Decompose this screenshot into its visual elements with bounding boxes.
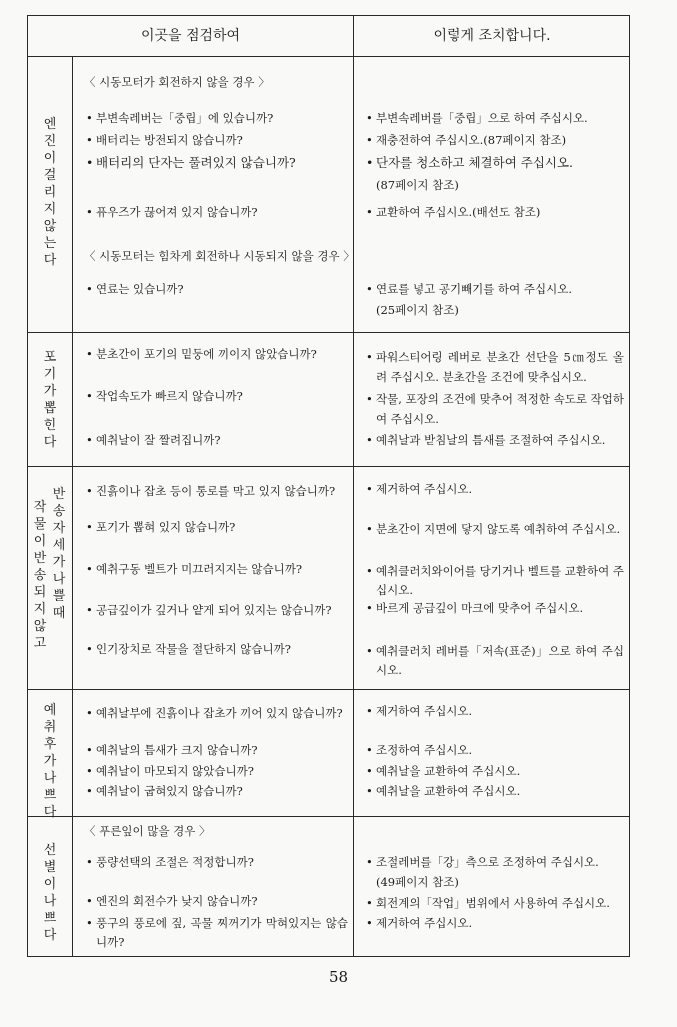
condition-starter-turning: 〈 시동모터는 힘차게 회전하나 시동되지 않을 경우 〉 <box>84 249 355 263</box>
action-item: • 예취날을 교환하여 주십시오. <box>366 764 521 778</box>
header-check: 이곳을 점검하여 <box>140 28 241 44</box>
condition-many-green-leaves: 〈 푸른잎이 많을 경우 〉 <box>84 824 211 838</box>
check-item: • 분초간이 포기의 밑둥에 끼이지 않았습니까? <box>86 347 317 361</box>
symptom-engine-no-start: 엔진이 걸리지 않는다 <box>43 117 57 268</box>
action-item: • 작물, 포장의 조건에 맞추어 적정한 속도로 작업하여 주십시오. <box>366 392 624 426</box>
symptom-column-divider <box>72 56 73 956</box>
header-divider <box>28 56 629 57</box>
check-item: • 공급깊이가 깊거나 얕게 되어 있지는 않습니까? <box>86 603 332 617</box>
action-item: • 연료를 넣고 공기빼기를 하여 주십시오. <box>366 282 573 296</box>
action-item: • 제거하여 주십시오. <box>366 704 473 718</box>
action-item-ref: (49페이지 참조) <box>376 875 459 889</box>
action-item: • 파워스티어링 레버로 분초간 선단을 5㎝정도 올려 주십시오. 분초간을 조건에 맞추십시오. <box>366 350 624 384</box>
action-item: • 예취클러치 레버를「저속(표준)」으로 하여 주십시오. <box>366 644 624 677</box>
troubleshooting-table <box>27 15 630 957</box>
check-item: • 배터리는 방전되지 않습니까? <box>86 133 243 147</box>
check-item: • 엔진의 회전수가 낮지 않습니까? <box>86 894 258 908</box>
header-action: 이렇게 조치합니다. <box>433 28 551 44</box>
symptom-poor-after-reaping: 예취후가 나쁘다 <box>43 703 57 820</box>
symptom-plants-pulled: 포기가 뽑힌다 <box>43 350 57 450</box>
action-item: • 교환하여 주십시오.(배선도 참조) <box>366 205 541 219</box>
row-divider <box>28 816 629 817</box>
row-divider <box>28 466 629 467</box>
action-item: • 제거하여 주십시오. <box>366 482 473 496</box>
symptom-poor-conveying-posture: 반송자세가 나쁠때 <box>52 487 66 621</box>
symptom-poor-sorting: 선별이 나쁘다 <box>43 843 57 943</box>
action-item: • 조절레버를「강」측으로 조정하여 주십시오. <box>366 855 599 869</box>
action-item: • 재충전하여 주십시오.(87페이지 참조) <box>366 133 567 147</box>
check-item: • 예취날의 틈새가 크지 않습니까? <box>86 743 258 757</box>
check-item: • 예취구동 벨트가 미끄러지지는 않습니까? <box>86 562 302 576</box>
action-item: • 예취날을 교환하여 주십시오. <box>366 784 521 798</box>
column-divider <box>353 16 354 956</box>
action-item: • 부변속레버를「중립」으로 하여 주십시오. <box>366 111 588 125</box>
check-item: • 진흙이나 잡초 등이 통로를 막고 있지 않습니까? <box>86 484 336 498</box>
page-number: 58 <box>328 968 349 986</box>
action-item-ref: (25페이지 참조) <box>376 303 459 317</box>
check-item: • 부변속레버는「중립」에 있습니까? <box>86 111 274 125</box>
check-item: • 작업속도가 빠르지 않습니까? <box>86 389 243 403</box>
action-item-ref: (87페이지 참조) <box>376 178 459 192</box>
row-divider <box>28 689 629 690</box>
check-item: • 풍량선택의 조절은 적정합니까? <box>86 855 254 869</box>
check-item: • 포기가 뽑혀 있지 않습니까? <box>86 520 236 534</box>
check-item: • 연료는 있습니까? <box>86 282 184 296</box>
check-item: • 풍구의 풍로에 짚, 곡물 찌꺼기가 막혀있지는 않습니까? <box>86 916 348 949</box>
action-item: • 조정하여 주십시오. <box>366 743 473 757</box>
check-item: • 퓨우즈가 끊어져 있지 않습니까? <box>86 205 258 219</box>
action-item: • 분초간이 지면에 닿지 않도록 예취하여 주십시오. <box>366 522 621 536</box>
condition-starter-not-turning: 〈 시동모터가 회전하지 않을 경우 〉 <box>84 75 270 89</box>
check-item: • 예취날부에 진흙이나 잡초가 끼어 있지 않습니까? <box>86 706 343 720</box>
row-divider <box>28 332 629 333</box>
check-item: • 예취날이 굽혀있지 않습니까? <box>86 784 243 798</box>
action-item: • 회전계의「작업」범위에서 사용하여 주십시오. <box>366 896 610 910</box>
action-item: • 바르게 공급깊이 마크에 맞추어 주십시오. <box>366 601 584 615</box>
check-item: • 인기장치로 작물을 절단하지 않습니까? <box>86 642 291 656</box>
symptom-crop-not-conveyed: 작물이 반송되지 않고 <box>33 500 47 651</box>
check-item: • 예취날이 잘 짤려집니까? <box>86 433 221 447</box>
action-item: • 예취날과 받침날의 틈새를 조절하여 주십시오. <box>366 433 606 447</box>
check-item: • 배터리의 단자는 풀려있지 않습니까? <box>86 155 296 170</box>
check-item: • 예취날이 마모되지 않았습니까? <box>86 764 254 778</box>
action-item: • 단자를 청소하고 체결하여 주십시오. <box>366 155 574 170</box>
action-item: • 제거하여 주십시오. <box>366 916 473 930</box>
action-item: • 예취클러치와이어를 당기거나 벨트를 교환하여 주십시오. <box>366 564 624 597</box>
